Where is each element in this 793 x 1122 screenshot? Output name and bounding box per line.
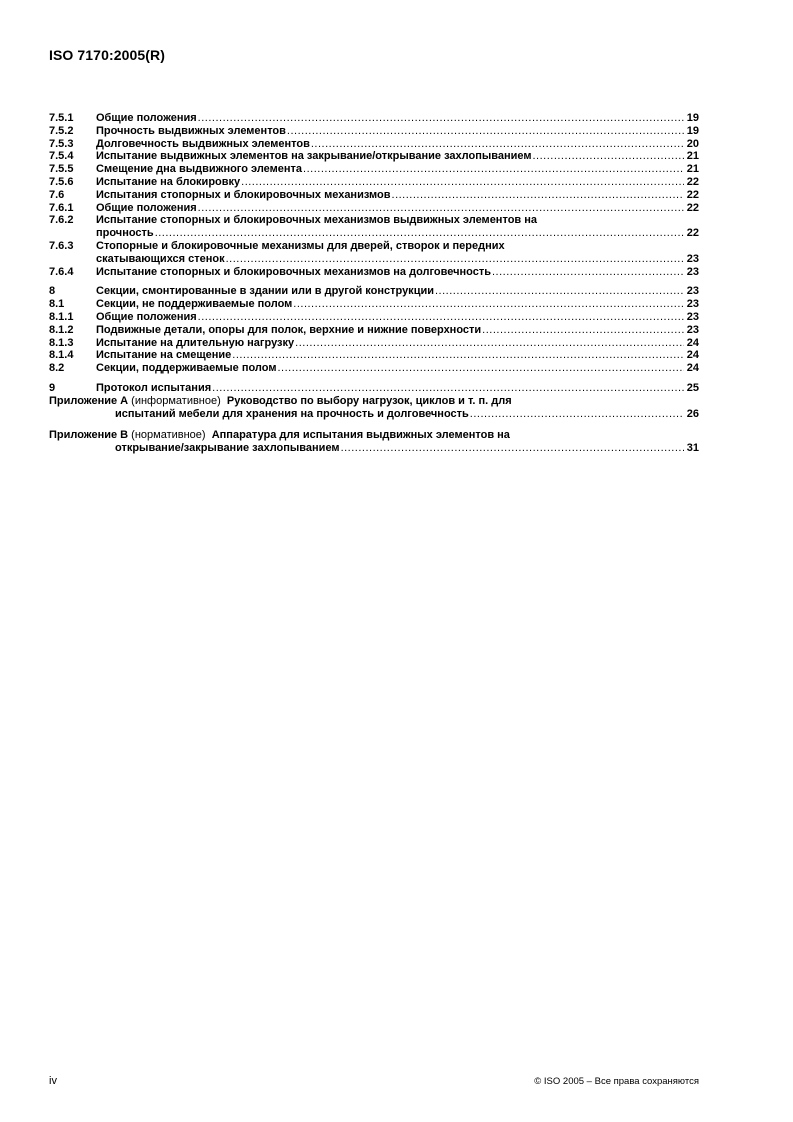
toc-number: 7.5.2: [49, 124, 74, 137]
dot-leader: [277, 362, 684, 375]
toc-page: 20: [686, 137, 699, 150]
toc-page: 19: [686, 112, 699, 124]
annex-title: Руководство по выбору нагрузок, циклов и т. п. для: [226, 394, 512, 407]
toc-entry[interactable]: [49, 150, 699, 163]
dot-leader: [341, 442, 684, 455]
toc-title: Секции, смонтированные в здании или в другой конструкции: [96, 285, 434, 298]
dot-leader: [241, 176, 684, 189]
toc-entry[interactable]: [49, 125, 699, 138]
toc-number: 8: [49, 285, 56, 298]
toc-entry[interactable]: [49, 311, 699, 324]
toc-number: 7.6: [49, 188, 65, 201]
toc-number: 7.5.1: [49, 112, 74, 124]
toc-number: 8.1.2: [49, 323, 74, 336]
toc-number: 8.1.4: [49, 349, 74, 362]
dot-leader: [303, 163, 684, 176]
toc-entry[interactable]: [49, 240, 699, 266]
toc-number: 7.5.3: [49, 137, 74, 150]
annex-title: Аппаратура для испытания выдвижных элементов на: [211, 429, 510, 442]
toc-page: 21: [686, 150, 699, 163]
toc-page: 23: [686, 310, 699, 323]
toc-entry[interactable]: [49, 189, 699, 202]
dot-leader: [470, 408, 684, 421]
toc-entry[interactable]: [49, 214, 699, 240]
toc-page: 23: [686, 285, 699, 298]
toc-number: 7.6.4: [49, 265, 74, 278]
toc-page: 22: [686, 201, 699, 214]
document-id: ISO 7170:2005(R): [49, 47, 165, 63]
toc-page: 23: [686, 265, 699, 278]
toc-title: Испытание выдвижных элементов на закрывание/открывание захлопыванием: [96, 150, 532, 163]
toc-title-continued: скатывающихся стенок: [96, 252, 225, 265]
toc-page: 23: [686, 298, 699, 311]
toc-page: 24: [686, 336, 699, 349]
toc-annex-b[interactable]: [49, 429, 699, 455]
page-number: iv: [49, 1075, 57, 1087]
toc-number: 7.6.2: [49, 214, 74, 227]
toc-page: 25: [686, 381, 699, 394]
toc-entry[interactable]: [49, 138, 699, 151]
toc-entry[interactable]: [49, 362, 699, 375]
toc-page: 26: [686, 407, 699, 420]
toc-number: 8.1: [49, 298, 65, 311]
toc-title: Протокол испытания: [96, 381, 212, 394]
toc-number: 8.1.3: [49, 336, 74, 349]
toc-page: 21: [686, 163, 699, 176]
toc-page: 22: [686, 227, 699, 240]
toc-entry[interactable]: [49, 285, 699, 298]
toc-page: 22: [686, 188, 699, 201]
dot-leader: [287, 125, 684, 138]
dot-leader: [295, 337, 684, 350]
toc-title: Испытание на смещение: [96, 349, 232, 362]
annex-label: Приложение В: [49, 429, 129, 442]
dot-leader: [198, 112, 684, 125]
copyright-notice: © ISO 2005 – Все права сохраняются: [534, 1076, 699, 1087]
toc-entry[interactable]: [49, 163, 699, 176]
toc-number: 7.5.5: [49, 163, 74, 176]
toc-title: Стопорные и блокировочные механизмы для дверей, створок и передних: [96, 239, 505, 252]
annex-title-continued: открывание/закрывание захлопыванием: [115, 442, 340, 455]
dot-leader: [232, 349, 684, 362]
table-of-contents: [49, 112, 699, 455]
toc-title: Секции, поддерживаемые полом: [96, 362, 277, 375]
toc-title-continued: прочность: [96, 227, 154, 240]
toc-number: 8.2: [49, 362, 65, 375]
toc-page: 23: [686, 323, 699, 336]
toc-title: Испытание на длительную нагрузку: [96, 336, 295, 349]
toc-number: 9: [49, 381, 56, 394]
toc-entry[interactable]: [49, 112, 699, 125]
toc-entry[interactable]: [49, 176, 699, 189]
toc-title: Испытание стопорных и блокировочных механизмов выдвижных элементов на: [96, 214, 537, 227]
dot-leader: [482, 324, 684, 337]
toc-title: Долговечность выдвижных элементов: [96, 137, 310, 150]
toc-number: 7.6.1: [49, 201, 74, 214]
toc-entry[interactable]: [49, 349, 699, 362]
toc-page: 19: [686, 124, 699, 137]
dot-leader: [198, 311, 684, 324]
annex-title-continued: испытаний мебели для хранения на прочность и долговечность: [115, 407, 469, 420]
dot-leader: [392, 189, 684, 202]
toc-entry[interactable]: [49, 324, 699, 337]
dot-leader: [212, 382, 684, 395]
toc-title: Подвижные детали, опоры для полок, верхние и нижние поверхности: [96, 323, 482, 336]
toc-page: 22: [686, 175, 699, 188]
toc-page: 24: [686, 349, 699, 362]
toc-number: 8.1.1: [49, 310, 74, 323]
dot-leader: [293, 298, 684, 311]
toc-entry[interactable]: [49, 337, 699, 350]
toc-entry[interactable]: [49, 266, 699, 279]
toc-title: Общие положения: [96, 201, 197, 214]
dot-leader: [198, 202, 684, 215]
dot-leader: [226, 253, 684, 266]
toc-number: 7.6.3: [49, 239, 74, 252]
toc-entry[interactable]: [49, 382, 699, 395]
toc-title: Общие положения: [96, 112, 197, 124]
toc-annex-a[interactable]: [49, 395, 699, 421]
toc-title: Общие положения: [96, 310, 197, 323]
dot-leader: [311, 138, 684, 151]
toc-entry[interactable]: [49, 298, 699, 311]
toc-page: 31: [686, 442, 699, 455]
toc-number: 7.5.4: [49, 150, 74, 163]
toc-page: 23: [686, 252, 699, 265]
dot-leader: [492, 266, 684, 279]
annex-label: Приложение А: [49, 394, 129, 407]
toc-number: 7.5.6: [49, 175, 74, 188]
toc-title: Прочность выдвижных элементов: [96, 124, 286, 137]
toc-title: Испытание на блокировку: [96, 175, 241, 188]
toc-title: Смещение дна выдвижного элемента: [96, 163, 303, 176]
toc-title: Испытания стопорных и блокировочных механизмов: [96, 188, 391, 201]
dot-leader: [435, 285, 684, 298]
annex-kind: (нормативное): [131, 429, 206, 442]
toc-title: Испытание стопорных и блокировочных механизмов на долговечность: [96, 265, 491, 278]
toc-page: 24: [686, 362, 699, 375]
dot-leader: [532, 150, 684, 163]
annex-kind: (информативное): [131, 394, 221, 407]
toc-entry[interactable]: [49, 202, 699, 215]
toc-title: Секции, не поддерживаемые полом: [96, 298, 293, 311]
dot-leader: [155, 227, 684, 240]
